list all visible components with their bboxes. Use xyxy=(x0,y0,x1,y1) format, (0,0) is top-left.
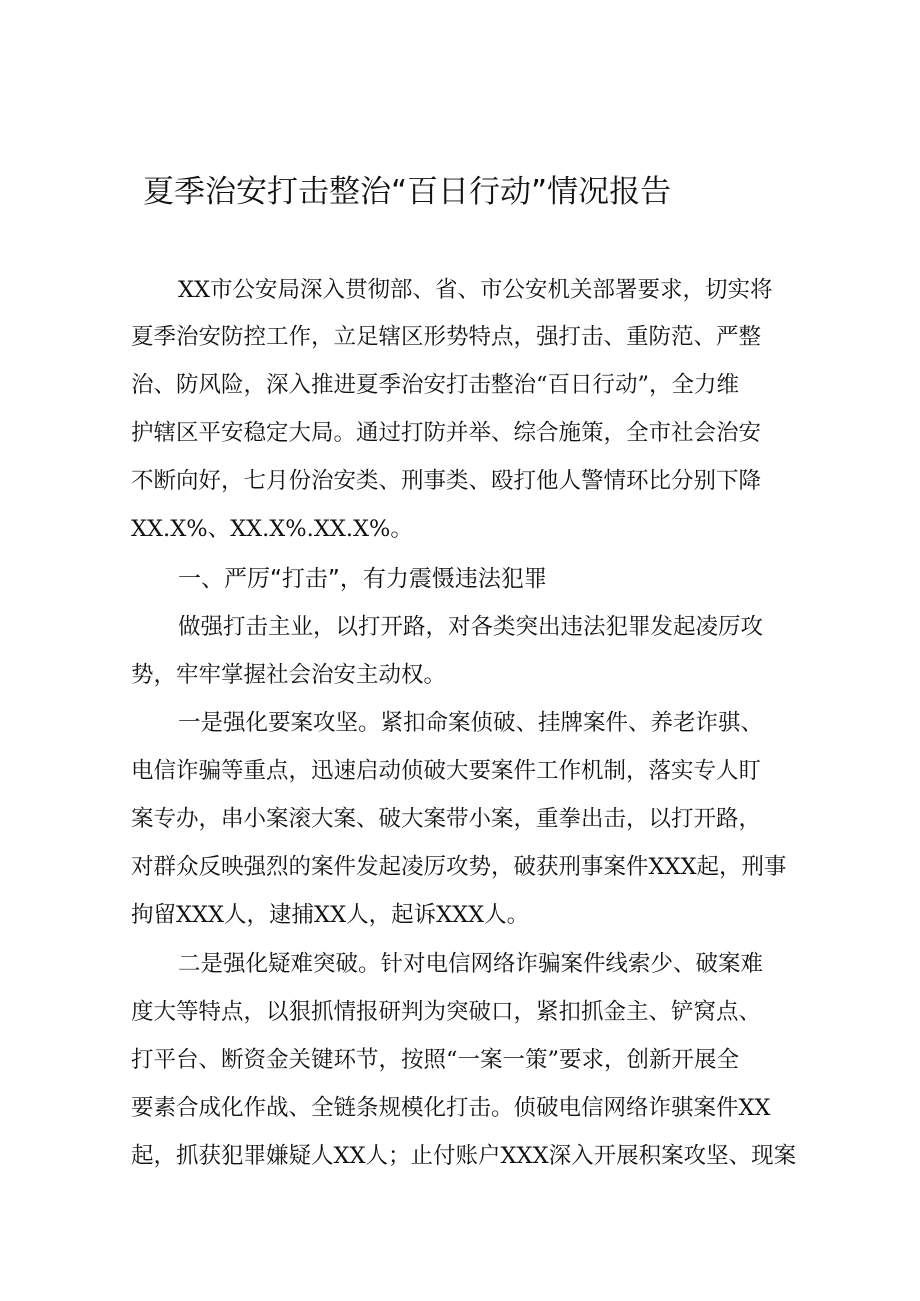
paragraph-3-line-1: 二是强化疑难突破。针对电信网络诈骗案件线索少、破案难 xyxy=(178,951,764,977)
paragraph-2-line-1: 一是强化要案攻坚。紧扣命案侦破、挂牌案件、养老诈骐、 xyxy=(178,710,764,736)
paragraph-3-line-5: 起，抓获犯罪嫌疑人XX人；止付账户XXX深入开展积案攻坚、现案 xyxy=(131,1143,797,1169)
intro-line-6: XX.X%、XX.X%.XX.X%。 xyxy=(131,516,413,542)
document-title: 夏季治安打击整治“百日行动”情况报告 xyxy=(143,174,672,210)
paragraph-2-line-4: 对群众反映强烈的案件发起凌厉攻势，破获刑事案件XXX起，刑事 xyxy=(131,854,787,880)
paragraph-3-line-4: 要素合成化作战、全链条规模化打击。侦破电信网络诈骐案件XX xyxy=(131,1095,771,1121)
paragraph-3-line-2: 度大等特点，以狠抓情报研判为突破口，紧扣抓金主、铲窝点、 xyxy=(131,999,762,1025)
section-1-line-1: 做强打击主业，以打开路，对各类突出违法犯罪发起凌厉攻 xyxy=(178,614,764,640)
intro-line-3: 治、防风险，深入推进夏季治安打击整治“百日行动”，全力维 xyxy=(131,372,740,398)
paragraph-2-line-2: 电信诈骗等重点，迅速启动侦破大要案件工作机制，落实专人盯 xyxy=(131,758,762,784)
paragraph-3-line-3: 打平台、断资金关键环节，按照“一案一策”要求，创新开展全 xyxy=(131,1047,740,1073)
paragraph-2-line-3: 案专办，串小案滚大案、破大案带小案，重拳出击，以打开路， xyxy=(131,806,762,832)
paragraph-2-line-5: 拘留XXX人，逮捕XX人，起诉XXX人。 xyxy=(131,902,530,928)
intro-line-2: 夏季治安防控工作，立足辖区形势特点，强打击、重防范、严整 xyxy=(131,324,762,350)
intro-line-1: XX市公安局深入贯彻部、省、市公安机关部署要求，切实将 xyxy=(178,277,773,303)
section-heading-1: 一、严厉“打击”，有力震慑违法犯罪 xyxy=(178,566,547,592)
section-1-line-2: 势，牢牢掌握社会治安主动权。 xyxy=(131,662,447,688)
intro-line-5: 不断向好，七月份治安类、刑事类、殴打他人警情环比分别下降 xyxy=(131,468,762,494)
intro-line-4: 护辖区平安稳定大局。通过打防并举、综合施策，全市社会治安 xyxy=(131,420,762,446)
